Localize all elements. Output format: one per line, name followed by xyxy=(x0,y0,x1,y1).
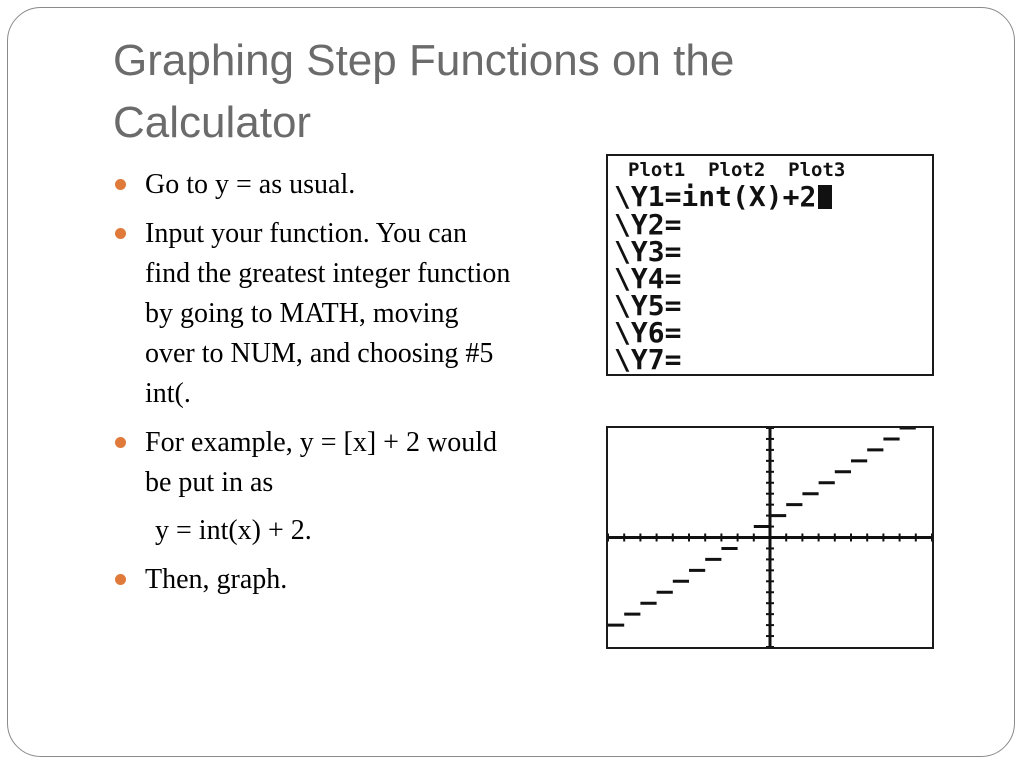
plots-header: Plot1 Plot2 Plot3 xyxy=(628,159,846,181)
y-expression: = xyxy=(664,208,682,241)
bullet-dot-icon xyxy=(115,437,126,448)
calculator-graph-screen xyxy=(606,426,934,649)
bullet-text: Then, graph. xyxy=(145,564,288,595)
y-expression: = xyxy=(664,235,682,268)
y-label: \Y1 xyxy=(614,180,665,213)
y-label: \Y4 xyxy=(614,262,665,295)
y-label: \Y7 xyxy=(614,343,665,376)
step-function-graph xyxy=(608,428,932,647)
y-expression: =int(X)+2 xyxy=(664,180,817,213)
bullet-text: Input your function. You can find the greatest integer function by going to MATH, moving over to NUM, and choosing #5 int(. xyxy=(145,218,511,409)
bullet-text: For example, y = [x] + 2 would be put in as xyxy=(145,427,497,498)
bullet-item xyxy=(115,423,515,503)
bullet-item xyxy=(115,560,515,600)
bullet-item xyxy=(115,214,515,414)
bullet-item xyxy=(115,165,515,205)
y-row xyxy=(614,343,682,376)
bullet-dot-icon xyxy=(115,179,126,190)
bullet-text: Go to y = as usual. xyxy=(145,169,356,200)
y-expression: = xyxy=(664,289,682,322)
y-expression: = xyxy=(664,343,682,376)
y-label: \Y2 xyxy=(614,208,665,241)
example-line xyxy=(115,511,515,551)
calculator-y-editor-screen xyxy=(606,154,934,376)
bullet-list xyxy=(115,165,515,609)
y-label: \Y3 xyxy=(614,235,665,268)
slide-title: Graphing Step Functions on the Calculator xyxy=(113,36,735,147)
y-row xyxy=(614,180,832,213)
example-text: y = int(x) + 2. xyxy=(155,515,312,546)
y-label: \Y5 xyxy=(614,289,665,322)
y-expression: = xyxy=(664,316,682,349)
bullet-dot-icon xyxy=(115,228,126,239)
y-label: \Y6 xyxy=(614,316,665,349)
cursor-icon xyxy=(818,185,832,209)
y-expression: = xyxy=(664,262,682,295)
bullet-dot-icon xyxy=(115,574,126,585)
